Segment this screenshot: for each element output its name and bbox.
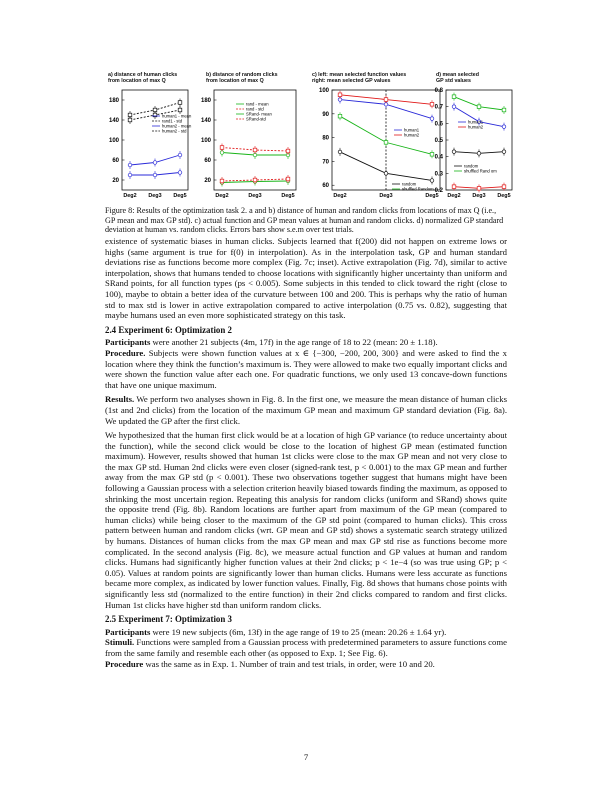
x-tick-label: Deg2 [215, 193, 229, 199]
data-point [384, 98, 388, 102]
legend-label: rand - mean [246, 101, 269, 107]
legend-label: random [464, 163, 479, 169]
data-point [452, 105, 456, 109]
y-tick-label: 20 [112, 178, 119, 184]
y-tick-label: 60 [204, 158, 211, 164]
data-point [220, 179, 224, 183]
x-tick-label: Deg5 [425, 193, 439, 199]
run-in-heading: Stimuli. [105, 637, 135, 648]
y-tick-label: 60 [322, 183, 329, 190]
panel-c-title: c) left: mean selected function values right: mean selected GP values [312, 72, 407, 84]
run-in-heading: Results. [105, 394, 135, 405]
y-tick-label: 0.3 [434, 171, 443, 178]
legend-label: human1 - mean [162, 113, 192, 119]
panel-b-title: b) distance of random clicks from location of max Q [206, 72, 278, 84]
paragraph-text: were 19 new subjects (6m, 13f) in the age range of 19 to 25 (mean: 20.26 ± 1.64 yr). [150, 626, 447, 637]
x-tick-label: Deg3 [472, 193, 486, 199]
x-tick-label: Deg5 [173, 193, 187, 199]
y-tick-label: 70 [322, 159, 329, 166]
data-point [430, 152, 434, 156]
legend-label: human1 [468, 119, 484, 125]
data-point [477, 187, 481, 191]
paragraph [105, 659, 507, 670]
data-point [477, 105, 481, 109]
legend-label: rand1 - std [162, 118, 183, 124]
paragraph-text: was the same as in Exp. 1. Number of train and test trials, in order, were 10 and 20. [143, 658, 435, 669]
y-tick-label: 0.8 [434, 88, 443, 94]
figure-8-plots [86, 66, 526, 204]
y-tick-label: 0.4 [434, 154, 443, 161]
data-point [220, 146, 224, 150]
paragraph [105, 637, 507, 658]
page-number: 7 [303, 752, 309, 762]
data-point [253, 148, 257, 152]
paragraph [105, 394, 507, 426]
x-tick-label: Deg2 [123, 193, 137, 199]
data-point [338, 114, 342, 118]
x-tick-label: Deg3 [148, 193, 162, 199]
panel-d-title: d) mean selected GP std values [436, 72, 479, 84]
legend-label: human1 [404, 127, 420, 133]
y-tick-label: 180 [108, 98, 119, 104]
data-point [502, 150, 506, 154]
y-tick-label: 0.2 [434, 188, 443, 194]
data-point [430, 102, 434, 106]
paragraph [105, 337, 507, 348]
data-point [452, 150, 456, 154]
run-in-heading: Procedure [105, 658, 144, 669]
x-tick-label: Deg5 [281, 193, 295, 199]
data-point [178, 101, 182, 105]
x-tick-label: Deg3 [248, 193, 262, 199]
legend-label: random [402, 181, 417, 187]
paragraph [105, 348, 507, 390]
run-in-heading: Participants [105, 626, 151, 637]
data-point [430, 117, 434, 121]
data-point [286, 177, 290, 181]
data-point [128, 173, 132, 177]
data-point [502, 185, 506, 189]
y-tick-label: 100 [108, 138, 119, 144]
data-point [178, 108, 182, 112]
figure-caption: Figure 8: Results of the optimization task 2. a and b) distance of human and random clicks from locations of max Q (i.e., GP mean and max GP std). c) actual function and GP mean values at human and random clicks. d) normalized GP standard deviation at human vs. random clicks. Errors bars show s.e.m over test trials. [105, 206, 504, 235]
y-tick-label: 20 [204, 178, 211, 184]
data-point [128, 118, 132, 122]
legend-label: shuffled Random [402, 186, 434, 192]
figure-8 [86, 66, 526, 204]
data-point [502, 108, 506, 112]
paragraph [105, 627, 507, 638]
data-point [452, 185, 456, 189]
y-tick-label: 80 [322, 135, 329, 142]
panel-a-title: a) distance of human clicks from location of max Q [108, 72, 178, 84]
legend-label: rand - std [246, 106, 264, 112]
data-point [384, 141, 388, 145]
run-in-heading: Procedure. [105, 347, 146, 358]
legend-label: human2 [468, 124, 484, 130]
paragraph: existence of systematic biases in human clicks. Subjects learned that f(200) did not happen on extreme lows or highs (same argument is true for f(0) in interpolation). As in the interpolation task, GP and human standard deviations rise as functions become more complex (Fig. 7c; inset). Active extrapolation (Fig. 7d), similar to active interpolation, shows that humans tended to choose locations with significantly higher uncertainty than uniform and SRand points, for all function types (ps < 0.005). Some subjects in this tended to click toward the right (close to 100), maybe to obtain a better idea of the curvature between 100 and 200. This is perhaps why the ratio of human std to max std is lower in active extrapolation compared to active interpolation (0.75 vs. 0.82), suggesting that maybe humans used an even more sophisticated strategy on this task. [105, 236, 507, 321]
data-point [477, 152, 481, 156]
y-tick-label: 100 [318, 88, 329, 94]
x-tick-label: Deg2 [447, 193, 461, 199]
y-tick-label: 0.6 [434, 121, 443, 128]
y-tick-label: 180 [200, 98, 211, 104]
paragraph-text: Subjects were shown function values at x ∈ {−300, −200, 200, 300} and were asked to find the x location where they think the function’s maximum is. They were allowed to make two equally important clicks and were shown the function value after each one. For quadratic functions, we only used 13 concave-down functions that have one unique maximum. [105, 347, 507, 390]
data-point [338, 150, 342, 154]
y-tick-label: 90 [322, 111, 329, 118]
data-point [452, 95, 456, 99]
y-tick-label: 140 [108, 118, 119, 124]
data-point [178, 171, 182, 175]
y-tick-label: 0.5 [434, 138, 443, 144]
data-point [286, 149, 290, 153]
legend-label: SRand- mean [246, 111, 272, 117]
section-heading-2-5: 2.5 Experiment 7: Optimization 3 [105, 614, 232, 625]
legend-label: human2 - mean [162, 123, 192, 129]
paragraph: We hypothesized that the human first click would be at a location of high GP variance (to reduce uncertainty about the function), while the second click would be close to the location of highest GP mean (estimated function maximum). However, results showed that human 1st clicks were close to the max GP mean and not very close to the max GP std. Human 2nd clicks were even closer (signed-rank test, p < 0.001) to the max GP mean and further away from the max GP std (p < 0.001). These two observations together suggest that humans might have been following a Gaussian process with a selection criterion heavily biased towards finding the maximum, as opposed to shrinking the most uncertain region. Repeating this analysis for random clicks (uniform and SRand) shows quite the opposite trend (Fig. 8b). Random locations are further apart from maximum of the GP mean (compared to human clicks) while being closer to the maximum of the GP std point (compared to human clicks). This cross pattern between human and random clicks (wrt. GP mean and GP std) shows a systematic search strategy utilized by humans. Distances of human clicks from the max GP mean and max GP std rise as functions become more complicated. In the second analysis (Fig. 8c), we measure actual function and GP values at human and random clicks. Humans had significantly higher function values at their 2nd clicks; p < 1e−4 (so was true using GP; p < 0.05). Values at random points are significantly lower than human clicks. Humans were less accurate as functions became more complex, as indicated by lower function values. Finally, Fig. 8d shows that humans chose points with significantly less std (normalized to the entire function) in their 2nd clicks compared to random and first clicks. Human 1st clicks have higher std than uniform random clicks. [105, 430, 507, 610]
paragraph-text: Functions were sampled from a Gaussian process with predetermined parameters to assure functions come from the same family and resemble each other (as opposed to Exp. 1; See Fig. 6). [105, 637, 507, 658]
legend-label: human2 - std [162, 128, 187, 134]
data-point [502, 125, 506, 129]
data-point [128, 163, 132, 167]
run-in-heading: Participants [105, 337, 151, 348]
data-point [253, 178, 257, 182]
data-point [384, 172, 388, 176]
data-point [430, 179, 434, 183]
legend-label: SRand-std [246, 116, 266, 122]
data-point [153, 173, 157, 177]
y-tick-label: 60 [112, 158, 119, 164]
x-tick-label: Deg5 [497, 193, 511, 199]
y-tick-label: 100 [200, 138, 211, 144]
section-heading-2-4: 2.4 Experiment 6: Optimization 2 [105, 324, 232, 335]
data-point [178, 153, 182, 157]
y-tick-label: 140 [200, 118, 211, 124]
legend-label: shuffled Rand om [464, 168, 497, 174]
data-point [153, 161, 157, 165]
x-tick-label: Deg2 [333, 193, 347, 199]
paragraph-text: were another 21 subjects (4m, 17f) in the age range of 18 to 22 (mean: 20 ± 1.18). [150, 337, 438, 348]
paragraph-text: We perform two analyses shown in Fig. 8. In the first one, we measure the mean distance of human clicks (1st and 2nd clicks) from the location of the maximum GP mean and maximum GP standard deviation (Fig. 8a). We updated the GP after the first click. [105, 394, 507, 426]
x-tick-label: Deg3 [379, 193, 393, 199]
y-tick-label: 0.7 [434, 104, 443, 111]
data-point [338, 93, 342, 97]
legend-label: human2 [404, 132, 420, 138]
body-text [105, 236, 507, 673]
